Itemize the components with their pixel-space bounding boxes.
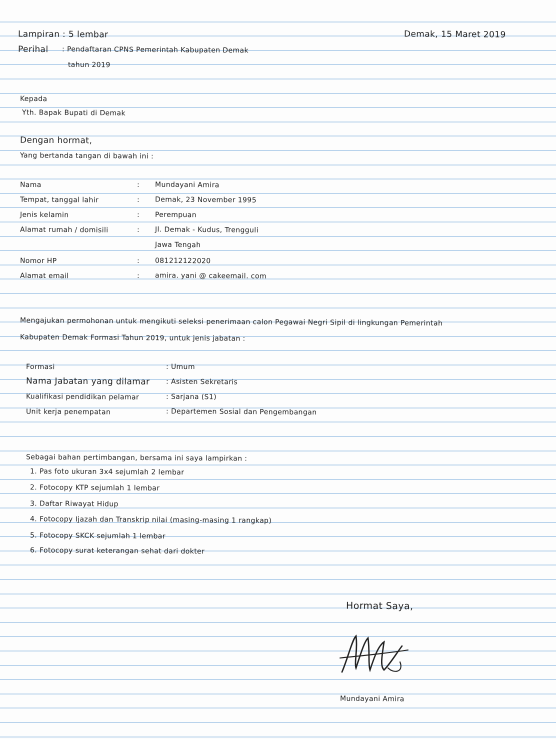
personal-value-address-2: Jawa Tengah <box>154 240 201 250</box>
personal-label-ttl: Tempat, tanggal lahir <box>19 195 99 205</box>
personal-label-phone: Nomor HP <box>19 256 57 266</box>
intro-text: Yang bertanda tangan di bawah ini : <box>19 151 154 161</box>
personal-value-email: amira. yani @ cakeemail. com <box>154 271 267 281</box>
place-date-text: Demak, 15 Maret 2019 <box>403 29 506 41</box>
personal-label-nama: Nama <box>19 180 42 190</box>
request-line-1: Mengajukan permohonan untuk mengikuti seleksi penerimaan calon Pegawai Negri Sipil di lingkungan Pemerintah <box>19 316 443 328</box>
personal-value-phone: 081212122020 <box>154 256 211 266</box>
attachment-item: 2. Fotocopy KTP sejumlah 1 lembar <box>29 483 160 493</box>
position-value-formasi: : Umum <box>165 362 196 372</box>
recipient-name: Yth. Bapak Bupati di Demak <box>21 108 126 118</box>
personal-label-gender: Jenis kelamin <box>19 210 69 220</box>
attachment-item: 6. Fotocopy surat keterangan sehat dari dokter <box>29 546 205 556</box>
personal-sep: : <box>136 180 140 190</box>
attachments-intro: Sebagai bahan pertimbangan, bersama ini saya lampirkan : <box>25 453 248 463</box>
position-label-kualifikasi: Kualifikasi pendidikan pelamar <box>25 392 140 402</box>
kepada-label: Kepada <box>19 94 48 104</box>
personal-label-email: Alamat email <box>19 271 69 281</box>
personal-sep: : <box>136 210 140 220</box>
attachment-item: 4. Fotocopy Ijazah dan Transkrip nilai (masing-masing 1 rangkap) <box>29 515 272 525</box>
perihal-year: tahun 2019 <box>67 60 111 70</box>
attachment-item: 1. Pas foto ukuran 3x4 sejumlah 2 lembar <box>29 467 185 477</box>
greeting-text: Dengan hormat, <box>19 135 93 147</box>
personal-sep: : <box>136 195 140 205</box>
personal-sep: : <box>136 225 140 235</box>
position-label-unit: Unit kerja penempatan <box>25 407 111 417</box>
position-value-jabatan: : Asisten Sekretaris <box>165 377 238 387</box>
attachment-item: 3. Daftar Riwayat Hidup <box>29 499 119 509</box>
position-value-kualifikasi: : Sarjana (S1) <box>165 392 217 402</box>
personal-value-nama: Mundayani Amira <box>154 180 220 190</box>
request-line-2: Kabupaten Demak Formasi Tahun 2019, untuk jenis jabatan : <box>19 333 246 343</box>
personal-sep: : <box>136 256 140 266</box>
personal-sep: : <box>136 271 140 281</box>
personal-value-ttl: Demak, 23 November 1995 <box>154 195 257 205</box>
position-value-unit: : Departemen Sosial dan Pengembangan <box>165 407 317 417</box>
personal-value-address: Jl. Demak - Kudus, Trengguli <box>154 225 259 235</box>
lampiran-text: Lampiran : 5 lembar <box>17 29 109 41</box>
attachment-item: 5. Fotocopy SKCK sejumlah 1 lembar <box>29 531 166 541</box>
personal-label-address: Alamat rumah / domisili <box>19 225 109 235</box>
regards-text: Hormat Saya, <box>345 600 414 613</box>
position-label-jabatan: Nama Jabatan yang dilamar <box>25 376 150 388</box>
position-label-formasi: Formasi <box>25 362 55 372</box>
perihal-label: Perihal <box>17 44 49 56</box>
perihal-value: : Pendaftaran CPNS Pemerintah Kabupaten Demak <box>61 45 249 55</box>
personal-value-gender: Perempuan <box>154 210 197 220</box>
signer-name: Mundayani Amira <box>339 694 405 704</box>
handwritten-signature <box>338 628 410 678</box>
